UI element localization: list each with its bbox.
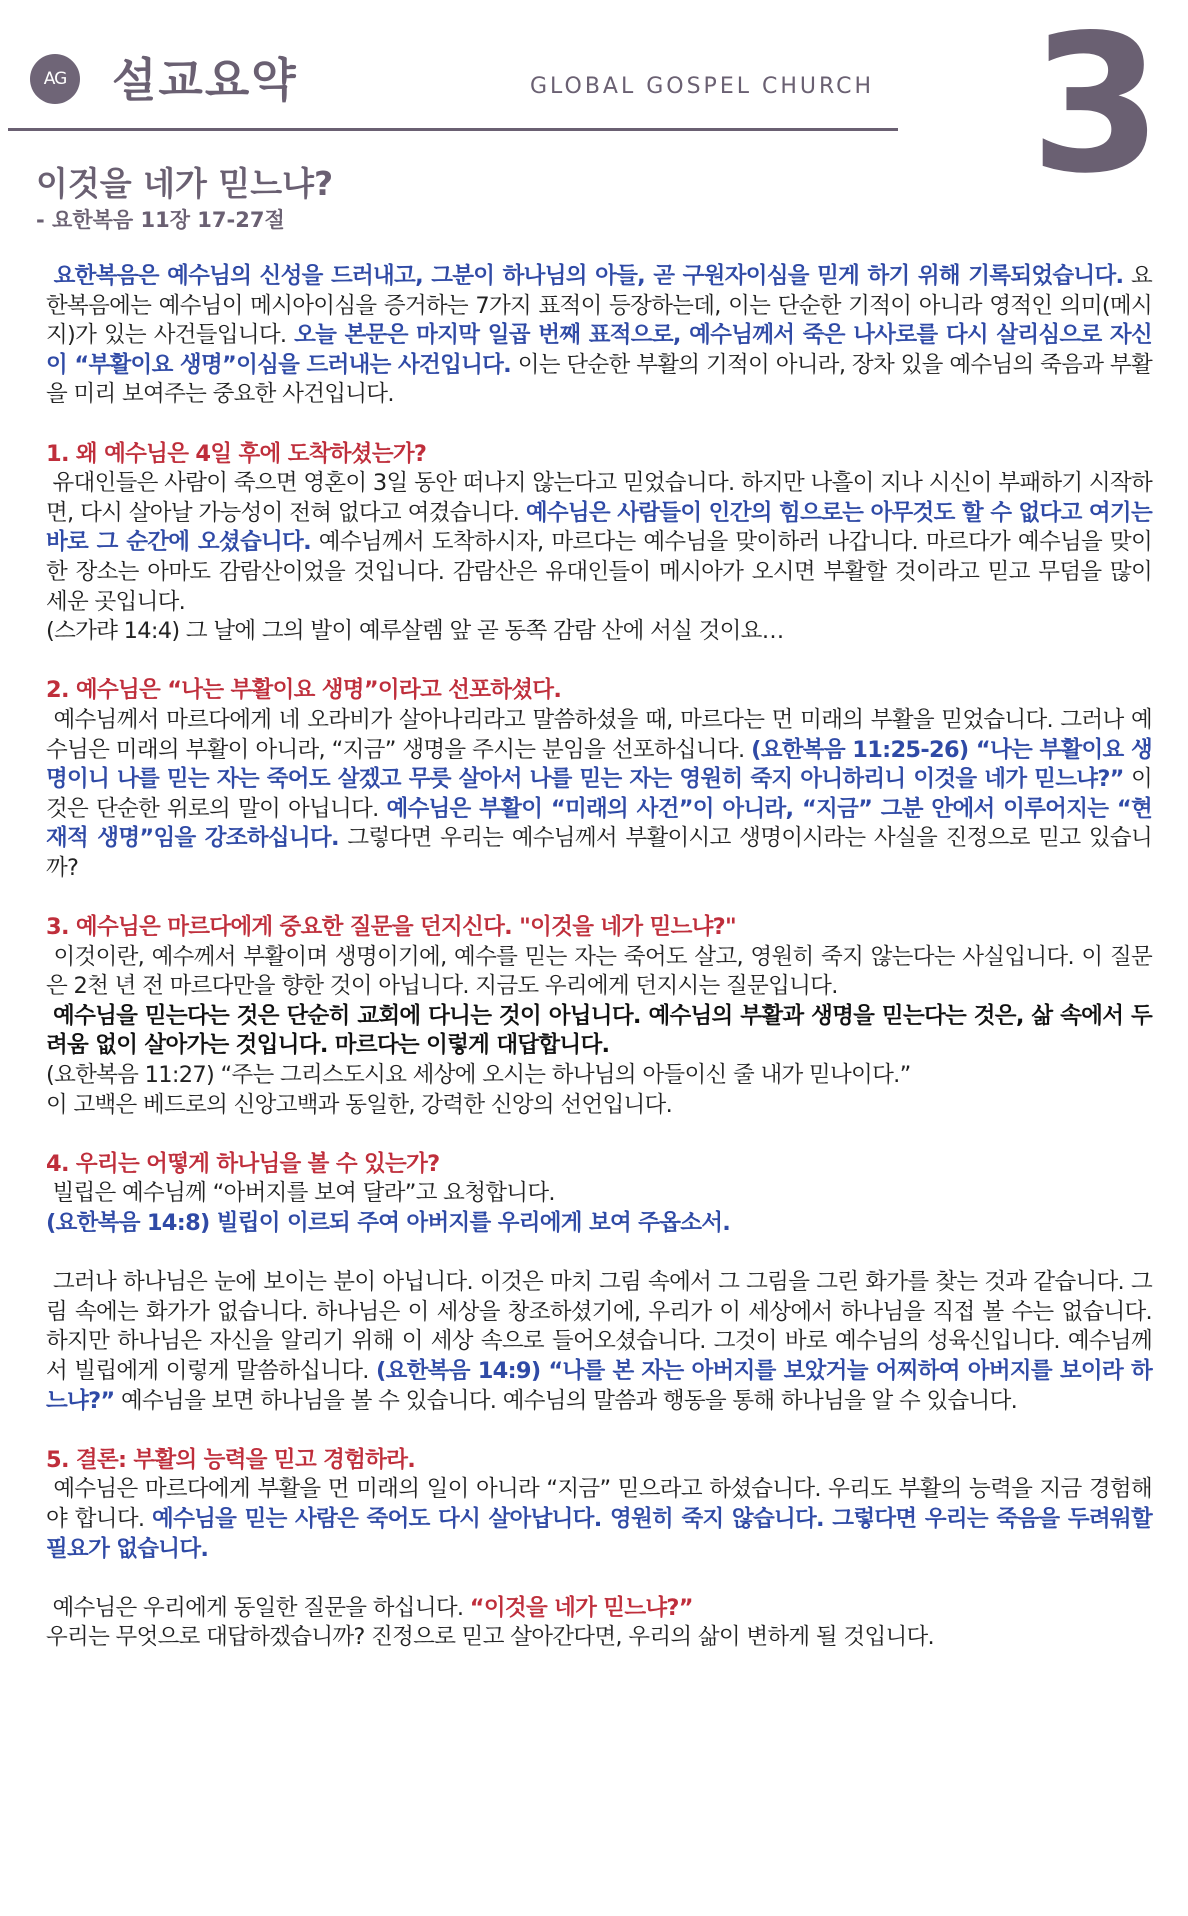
section-5-text-1: 예수님은 마르다에게 부활을 먼 미래의 일이 아니라 “지금” 믿으라고 하셨습니다. 우리도 부활의 능력을 지금 경험해야 합니다.	[46, 1476, 1153, 1532]
spacer	[46, 1120, 1152, 1150]
section-2-verse: (요한복음 11:25-26) “나는 부활이요 생명이니 나를 믿는 자는 죽어도 살겠고 무릇 살아서 나를 믿는 자는 영원히 죽지 아니하리니 이것을 네가 믿느냐?”	[46, 736, 1152, 793]
spacer	[46, 1416, 1152, 1446]
section-1-verse: (스가랴 14:4) 그 날에 그의 발이 예루살렘 앞 곧 동쪽 감람 산에 서실 것이요…	[46, 618, 784, 645]
scripture-reference: - 요한복음 11장 17-27절	[36, 208, 285, 232]
closing-text-2: 우리는 무엇으로 대답하겠습니까? 진정으로 믿고 살아간다면, 우리의 삶이 변하게 될 것입니다.	[46, 1624, 934, 1651]
section-3-verse: (요한복음 11:27) “주는 그리스도시요 세상에 오시는 하나님의 아들이신 줄 내가 믿나이다.”	[46, 1062, 911, 1089]
sermon-body	[46, 262, 1152, 1653]
spacer	[46, 647, 1152, 677]
section-5-paragraph	[46, 1475, 1152, 1564]
section-4-text-1: 빌립은 예수님께 “아버지를 보여 달라”고 요청합니다.	[52, 1180, 555, 1207]
section-1-emphasis: 예수님은 사람들이 인간의 힘으로는 아무것도 할 수 없다고 여기는 바로 그 순간에 오셨습니다.	[46, 499, 1152, 556]
section-4-intro	[46, 1179, 1152, 1209]
intro-emphasis-1: 요한복음은 예수님의 신성을 드러내고, 그분이 하나님의 아들, 곧 구원자이심을 믿게 하기 위해 기록되었습니다.	[53, 263, 1124, 289]
page-header	[0, 0, 1188, 250]
section-4-verse-2: (요한복음 14:9) “나를 본 자는 아버지를 보았거늘 어찌하여 아버지를 보이라 하느냐?”	[46, 1357, 1152, 1414]
section-3-text-1: 이것이란, 예수께서 부활이며 생명이기에, 예수를 믿는 자는 죽어도 살고, 영원히 죽지 않는다는 사실입니다. 이 질문은 2천 년 전 마르다만을 향한 것이 아닙니다. 지금도 우리에게 던지시는 질문입니다.	[46, 943, 1153, 1000]
intro-emphasis-2: 오늘 본문은 마지막 일곱 번째 표적으로, 예수님께서 죽은 나사로를 다시 살리심으로 자신이 “부활이요 생명”이심을 드러내는 사건입니다.	[46, 322, 1152, 378]
section-2-paragraph	[46, 706, 1152, 884]
closing-question	[46, 1594, 1152, 1624]
sermon-title: 이것을 네가 믿느냐?	[36, 164, 334, 203]
section-2-heading: 2. 예수님은 “나는 부활이요 생명”이라고 선포하셨다.	[46, 677, 562, 704]
section-4-heading: 4. 우리는 어떻게 하나님을 볼 수 있는가?	[46, 1150, 440, 1177]
church-name: GLOBAL GOSPEL CHURCH	[530, 74, 875, 99]
section-5-heading: 5. 결론: 부활의 능력을 믿고 경험하라.	[46, 1446, 416, 1473]
bulletin-title: 설교요약	[112, 53, 298, 107]
closing-text-1: 예수님은 우리에게 동일한 질문을 하십니다.	[52, 1594, 470, 1621]
section-3-bold-text: 예수님을 믿는다는 것은 단순히 교회에 다니는 것이 아닙니다. 예수님의 부활과 생명을 믿는다는 것은, 삶 속에서 두려움 없이 살아가는 것입니다. 마르다는 이렇게 대답합니다.	[46, 1002, 1152, 1059]
spacer	[46, 410, 1152, 440]
intro-text-1: 요한복음에는 예수님이 메시아이심을 증거하는 7가지 표적이 등장하는데, 이는 단순한 기적이 아니라 영적인 의미(메시지)가 있는 사건들입니다.	[46, 263, 1152, 349]
church-logo: AG	[30, 54, 80, 104]
section-3-text-2: 이 고백은 베드로의 신앙고백과 동일한, 강력한 신앙의 선언입니다.	[46, 1091, 673, 1118]
section-3-paragraph	[46, 943, 1152, 1002]
section-4-text-3: 예수님을 보면 하나님을 볼 수 있습니다. 예수님의 말씀과 행동을 통해 하나님을 알 수 있습니다.	[114, 1387, 1018, 1414]
intro-paragraph	[46, 262, 1152, 410]
closing-question-quote: “이것을 네가 믿느냐?”	[469, 1594, 693, 1621]
section-1-text-1: 유대인들은 사람이 죽으면 영혼이 3일 동안 떠나지 않는다고 믿었습니다. 하지만 나흘이 지나 시신이 부패하기 시작하면, 다시 살아날 가능성이 전혀 없다고 여겼습니다.	[46, 470, 1153, 526]
spacer	[46, 1239, 1152, 1269]
section-1-heading: 1. 왜 예수님은 4일 후에 도착하셨는가?	[46, 440, 427, 467]
section-2-text-2: 이것은 단순한 위로의 말이 아닙니다.	[46, 766, 1152, 822]
section-2-text-3: 그렇다면 우리는 예수님께서 부활이시고 생명이시라는 사실을 진정으로 믿고 있습니까?	[46, 825, 1153, 881]
page-number: 3	[1030, 0, 1163, 215]
spacer	[46, 1564, 1152, 1594]
section-4-verse-1: (요한복음 14:8) 빌립이 이르되 주여 아버지를 우리에게 보여 주옵소서.	[46, 1210, 731, 1236]
section-3-bold-paragraph	[46, 1002, 1152, 1061]
intro-text-2: 이는 단순한 부활의 기적이 아니라, 장차 있을 예수님의 죽음과 부활을 미리 보여주는 중요한 사건입니다.	[46, 351, 1152, 408]
section-1-paragraph	[46, 469, 1152, 617]
section-4-paragraph	[46, 1268, 1152, 1416]
section-2-text-1: 예수님께서 마르다에게 네 오라비가 살아나리라고 말씀하셨을 때, 마르다는 먼 미래의 부활을 믿었습니다. 그러나 예수님은 미래의 부활이 아니라, “지금” 생명을 주시는 분임을 선포하십니다.	[46, 706, 1152, 763]
section-2-emphasis: 예수님은 부활이 “미래의 사건”이 아니라, “지금” 그분 안에서 이루어지는 “현재적 생명”임을 강조하십니다.	[46, 795, 1152, 852]
section-4-text-2: 그러나 하나님은 눈에 보이는 분이 아닙니다. 이것은 마치 그림 속에서 그 그림을 그린 화가를 찾는 것과 같습니다. 그림 속에는 화가가 없습니다. 하나님은 이 세상을 창조하셨기에, 우리가 이 세상에서 하나님을 직접 볼 수는 없습니다. 하지만 하나님은 자신을 알리기 위해 이 세상 속으로 들어오셨습니다. 그것이 바로 예수님의 성육신입니다. 예수님께서 빌립에게 이렇게 말씀하십니다.	[46, 1269, 1153, 1384]
spacer	[46, 883, 1152, 913]
section-3-heading: 3. 예수님은 마르다에게 중요한 질문을 던지신다. "이것을 네가 믿느냐?"	[46, 914, 737, 941]
header-divider	[8, 128, 898, 131]
section-5-emphasis: 예수님을 믿는 사람은 죽어도 다시 살아납니다. 영원히 죽지 않습니다. 그렇다면 우리는 죽음을 두려워할 필요가 없습니다.	[46, 1505, 1152, 1562]
section-1-text-2: 예수님께서 도착하시자, 마르다는 예수님을 맞이하러 나갑니다. 마르다가 예수님을 맞이한 장소는 아마도 감람산이었을 것입니다. 감람산은 유대인들이 메시아가 오시면 부활할 것이라고 믿고 무덤을 많이 세운 곳입니다.	[46, 529, 1152, 615]
